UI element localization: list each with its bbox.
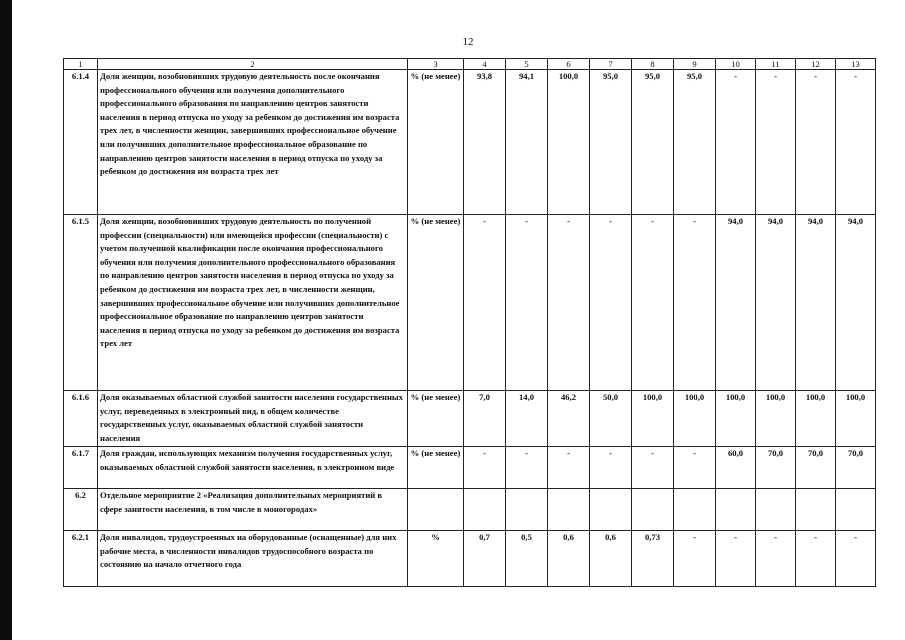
scan-edge-bar xyxy=(0,0,12,640)
value-cell: 100,0 xyxy=(716,391,756,447)
column-number: 6 xyxy=(548,59,590,70)
value-cell: 94,0 xyxy=(796,215,836,391)
value-cell xyxy=(590,489,632,531)
indicator-code: 6.1.5 xyxy=(64,215,98,391)
indicator-unit xyxy=(408,489,464,531)
value-cell: 0,6 xyxy=(590,531,632,587)
value-cell: 0,5 xyxy=(506,531,548,587)
value-cell: 94,0 xyxy=(836,215,876,391)
value-cell: 70,0 xyxy=(756,447,796,489)
column-number: 2 xyxy=(98,59,408,70)
value-cell xyxy=(836,489,876,531)
value-cell: 100,0 xyxy=(674,391,716,447)
value-cell: - xyxy=(548,447,590,489)
value-cell: 0,73 xyxy=(632,531,674,587)
table-row xyxy=(64,489,876,531)
column-number: 13 xyxy=(836,59,876,70)
value-cell: - xyxy=(674,531,716,587)
value-cell: - xyxy=(464,215,506,391)
column-number: 5 xyxy=(506,59,548,70)
indicator-unit: % xyxy=(408,531,464,587)
indicator-unit: % (не менее) xyxy=(408,215,464,391)
value-cell: 46,2 xyxy=(548,391,590,447)
value-cell: 94,0 xyxy=(756,215,796,391)
page-number: 12 xyxy=(462,36,474,48)
value-cell: - xyxy=(756,531,796,587)
value-cell: - xyxy=(548,215,590,391)
value-cell xyxy=(796,489,836,531)
value-cell xyxy=(756,489,796,531)
value-cell: 100,0 xyxy=(632,391,674,447)
column-number-row xyxy=(64,59,876,70)
value-cell: - xyxy=(506,447,548,489)
value-cell: - xyxy=(464,447,506,489)
indicator-code: 6.2 xyxy=(64,489,98,531)
value-cell: - xyxy=(716,531,756,587)
value-cell xyxy=(632,489,674,531)
column-number: 9 xyxy=(674,59,716,70)
value-cell xyxy=(464,489,506,531)
column-number: 12 xyxy=(796,59,836,70)
value-cell: 100,0 xyxy=(548,70,590,215)
value-cell xyxy=(674,489,716,531)
value-cell xyxy=(548,489,590,531)
indicator-name: Доля граждан, использующих механизм получения государственных услуг, оказываемых областной службой занятости населения, в электронном виде xyxy=(98,447,408,489)
value-cell: - xyxy=(836,70,876,215)
indicator-code: 6.1.4 xyxy=(64,70,98,215)
value-cell: - xyxy=(590,215,632,391)
table-row xyxy=(64,215,876,391)
value-cell: - xyxy=(796,70,836,215)
column-number: 4 xyxy=(464,59,506,70)
value-cell: - xyxy=(674,447,716,489)
value-cell: 94,1 xyxy=(506,70,548,215)
value-cell: 70,0 xyxy=(836,447,876,489)
value-cell: 0,7 xyxy=(464,531,506,587)
value-cell: 93,8 xyxy=(464,70,506,215)
indicator-name: Доля женщин, возобновивших трудовую деятельность после окончания профессионального обучения или получения дополнительного профессионального образования по направлению центров занятости населения в период отпуска по уходу за ребенком до достижения им возраста трех лет, в численности женщин, завершивших профессиональное обучение или получивших дополнительное профессиональное образование по направлению центров занятости населения в период отпуска по уходу за ребенком до достижения им возраста трех лет xyxy=(98,70,408,215)
value-cell: 94,0 xyxy=(716,215,756,391)
value-cell: - xyxy=(836,531,876,587)
column-number: 11 xyxy=(756,59,796,70)
column-number: 7 xyxy=(590,59,632,70)
value-cell: 100,0 xyxy=(756,391,796,447)
value-cell: - xyxy=(716,70,756,215)
value-cell: 95,0 xyxy=(674,70,716,215)
indicator-name: Доля женщин, возобновивших трудовую деятельность по полученной профессии (специальности) или имеющейся профессии (специальности) с учетом полученной квалификации после окончания профессионального обучения или получения дополнительного профессионального образования по направлению центров занятости населения в период отпуска по уходу за ребенком до достижения им возраста трех лет, в численности женщин, завершивших профессиональное обучение или получивших дополнительное профессиональное образование по направлению центров занятости населения в период отпуска по уходу за ребенком до достижения им возраста трех лет xyxy=(98,215,408,391)
table-row xyxy=(64,391,876,447)
value-cell: - xyxy=(796,531,836,587)
value-cell: 7,0 xyxy=(464,391,506,447)
value-cell: 0,6 xyxy=(548,531,590,587)
value-cell: 50,0 xyxy=(590,391,632,447)
table-row xyxy=(64,531,876,587)
value-cell: 70,0 xyxy=(796,447,836,489)
table-row xyxy=(64,70,876,215)
indicator-code: 6.1.7 xyxy=(64,447,98,489)
value-cell: 100,0 xyxy=(836,391,876,447)
indicator-unit: % (не менее) xyxy=(408,70,464,215)
table-row xyxy=(64,447,876,489)
column-number: 3 xyxy=(408,59,464,70)
column-number: 8 xyxy=(632,59,674,70)
value-cell: 95,0 xyxy=(632,70,674,215)
value-cell: - xyxy=(756,70,796,215)
value-cell: - xyxy=(590,447,632,489)
value-cell: 95,0 xyxy=(590,70,632,215)
indicator-code: 6.1.6 xyxy=(64,391,98,447)
value-cell: 14,0 xyxy=(506,391,548,447)
value-cell xyxy=(506,489,548,531)
column-number: 10 xyxy=(716,59,756,70)
indicator-name: Доля инвалидов, трудоустроенных на оборудованные (оснащенные) для них рабочие места, в численности инвалидов трудоспособного возраста по состоянию на начало отчетного года xyxy=(98,531,408,587)
value-cell: 100,0 xyxy=(796,391,836,447)
indicator-unit: % (не менее) xyxy=(408,391,464,447)
value-cell xyxy=(716,489,756,531)
value-cell: 60,0 xyxy=(716,447,756,489)
indicator-unit: % (не менее) xyxy=(408,447,464,489)
indicator-code: 6.2.1 xyxy=(64,531,98,587)
indicators-table xyxy=(63,58,876,587)
value-cell: - xyxy=(632,447,674,489)
column-number: 1 xyxy=(64,59,98,70)
value-cell: - xyxy=(632,215,674,391)
value-cell: - xyxy=(674,215,716,391)
value-cell: - xyxy=(506,215,548,391)
indicator-name: Доля оказываемых областной службой занятости населения государственных услуг, переведенных в электронный вид, в общем количестве государственных услуг, оказываемых областной службой занятости населения xyxy=(98,391,408,447)
indicator-name: Отдельное мероприятие 2 «Реализация дополнительных мероприятий в сфере занятости населения, в том числе в моногородах» xyxy=(98,489,408,531)
